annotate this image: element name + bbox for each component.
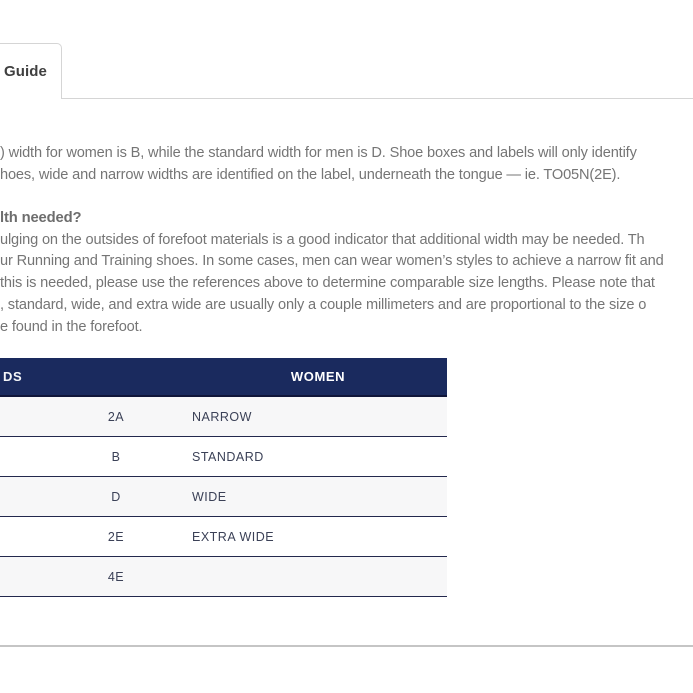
section-line: , standard, wide, and extra wide are usually only a couple millimeters and are proportional to the size o (0, 296, 647, 313)
intro-line: hoes, wide and narrow widths are identified on the label, underneath the tongue — ie. TO05N(2E). (0, 166, 621, 183)
width-code-cell: D (111, 489, 121, 504)
section-line: this is needed, please use the references above to determine comparable size lengths. Please note that (0, 275, 655, 292)
width-table-header (0, 358, 447, 397)
intro-line: ) width for women is B, while the standard width for men is D. Shoe boxes and labels will only identify (0, 145, 637, 161)
women-width-cell: EXTRA WIDE (192, 529, 275, 544)
column-header-women: WOMEN (290, 369, 346, 384)
table-row (0, 397, 447, 437)
table-row (0, 437, 447, 477)
column-header-widths: DS (3, 369, 23, 384)
section-line: ur Running and Training shoes. In some cases, men can wear women’s styles to achieve a narrow fit and (0, 253, 664, 270)
table-row (0, 557, 447, 597)
width-code-cell: 2A (107, 409, 125, 424)
section-line: e found in the forefoot. (0, 318, 143, 335)
width-code-cell: B (111, 449, 121, 464)
women-width-cell: STANDARD (192, 449, 264, 464)
width-code-cell: 2E (107, 529, 125, 544)
table-row (0, 477, 447, 517)
tab-size-guide-label: Guide (4, 63, 48, 80)
tabstrip-divider (62, 98, 693, 99)
width-code-cell: 4E (107, 569, 125, 584)
additional-width-section (0, 208, 693, 338)
bottom-divider (0, 645, 693, 647)
section-line: ulging on the outsides of forefoot materials is a good indicator that additional width may be needed. Th (0, 231, 645, 248)
table-row (0, 517, 447, 557)
section-heading: lth needed? (0, 210, 82, 226)
width-intro-paragraph (0, 143, 693, 186)
tab-size-guide[interactable] (0, 43, 62, 99)
width-table (0, 358, 447, 597)
women-width-cell: WIDE (192, 489, 227, 504)
women-width-cell: NARROW (192, 409, 252, 424)
